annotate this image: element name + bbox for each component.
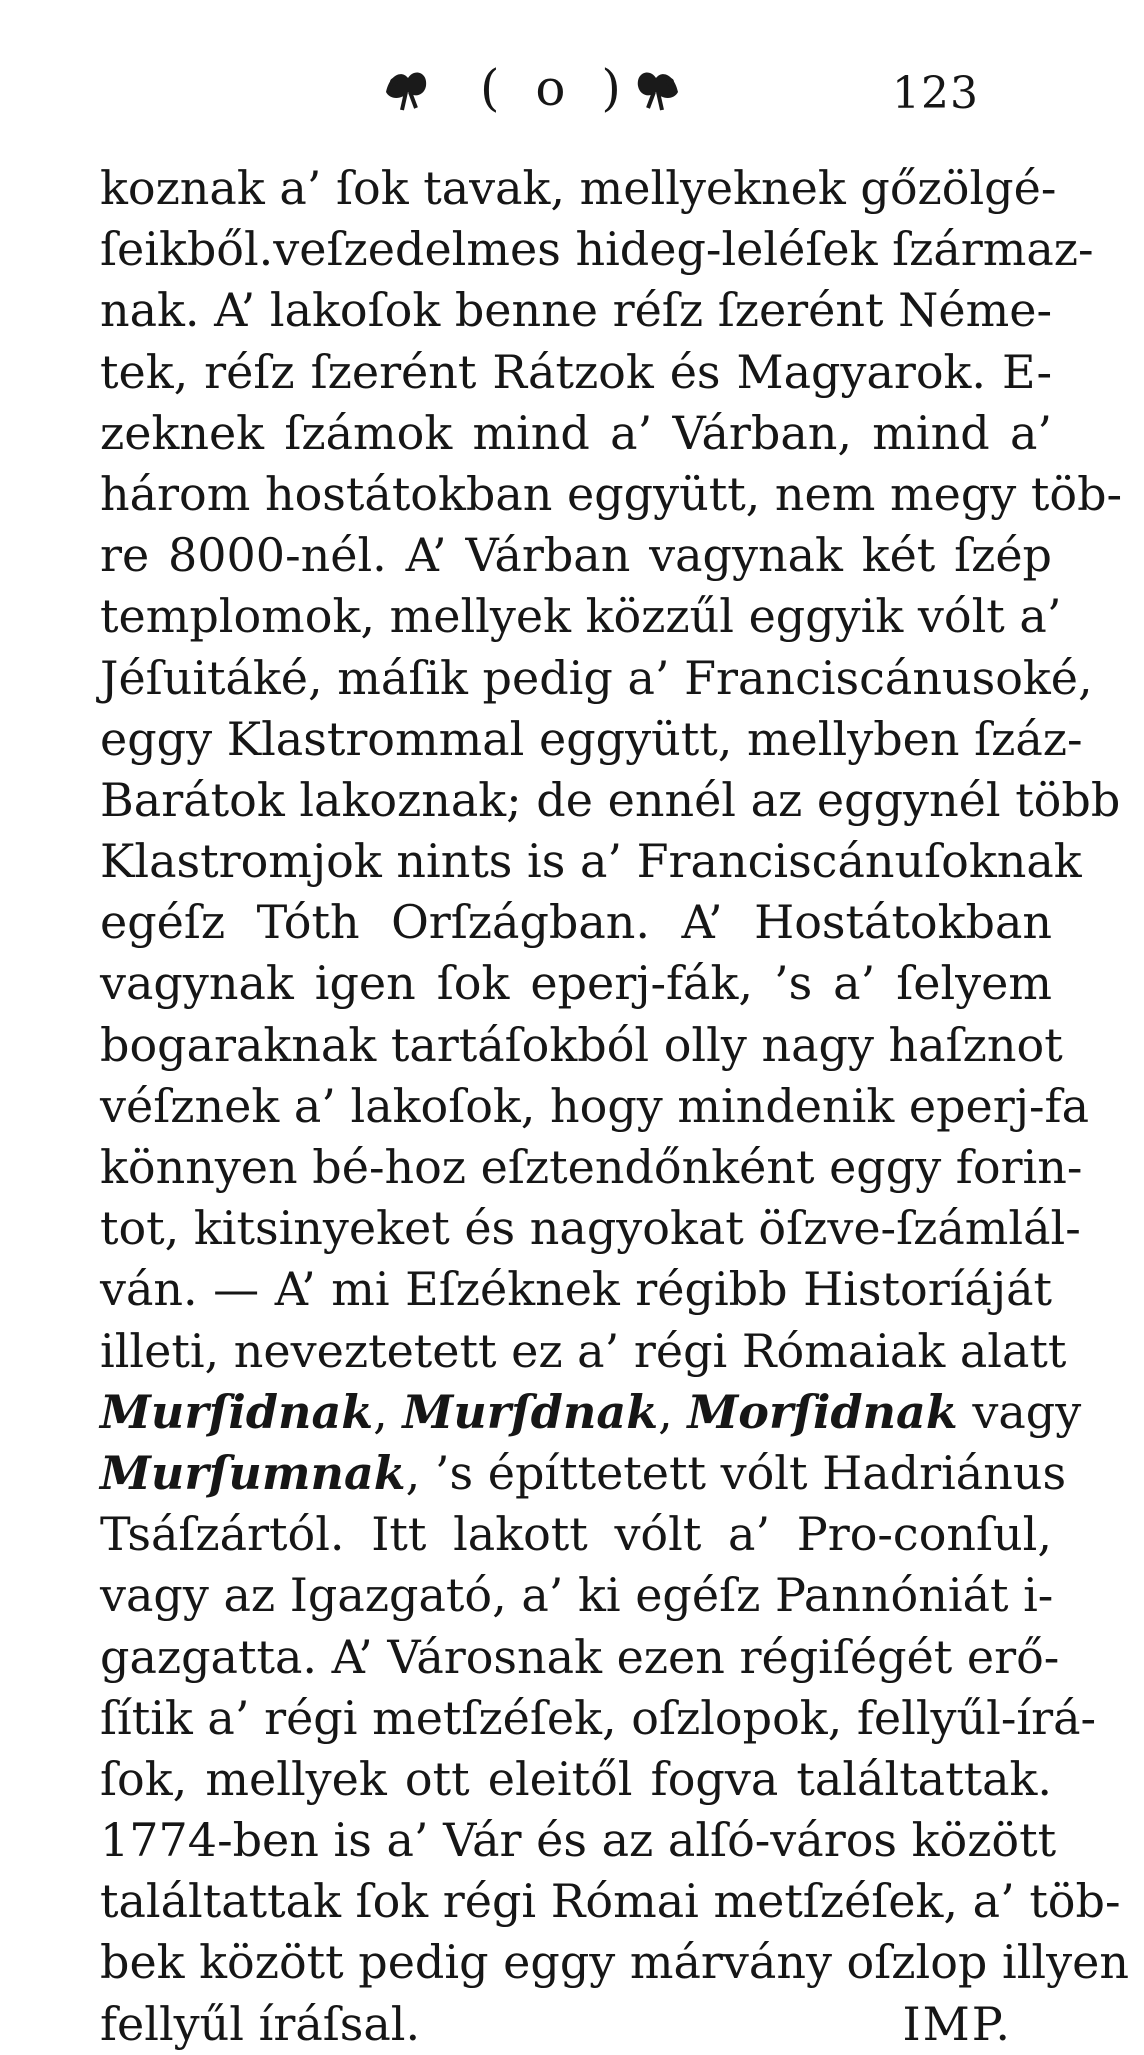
text-line: koznak a’ ſok tavak, mellyeknek gőzölgé- [100,161,1057,215]
text-line: könnyen bé-hoz eſztendőnként eggy forin- [100,1140,1083,1194]
italic-name: Murſidnak [100,1384,374,1439]
text-line: 1774-ben is a’ Vár és az alſó-város között [100,1813,1057,1868]
text-line: Barátok lakoznak; de ennél az eggynél több [100,772,1121,827]
text-line: Tsáſzártól. Itt lakott vólt a’ Pro-conſul, [100,1507,1052,1562]
body-text [100,158,1129,2055]
text-line: ſítik a’ régi metſzéſek, oſzlopok, fellyűl-írá- [100,1690,1097,1745]
text-line: re 8000-nél. A’ Várban vagynak két ſzép [100,528,1052,583]
folio-mark: ( o ) [480,59,631,117]
separator: , [373,1384,403,1439]
flower-ornament-right-icon [630,62,684,112]
text-line: tot, kitsinyeket és nagyokat öſzve-ſzámlál- [100,1201,1081,1256]
text-line: ſok, mellyek ott eleitől fogva találtattak. [100,1751,1052,1806]
text-line: véſznek a’ lakoſok, hogy mindenik eperj-fa [100,1078,1089,1133]
text-line: egéſz Tóth Orſzágban. A’ Hostátokban [100,895,1052,950]
text-line: bogaraknak tartáſokból olly nagy haſznot [100,1017,1063,1072]
page-number: 123 [892,68,979,119]
text-line: Klastromjok nints is a’ Franciscánuſoknak [100,834,1082,889]
final-text: fellyűl íráſsal. [100,1996,421,2051]
separator: , [658,1384,688,1439]
line-tail: vagy [957,1384,1082,1439]
text-line: bek között pedig eggy márvány oſzlop illyen [100,1935,1129,1990]
flower-ornament-left-icon [380,62,434,112]
line-tail: , ’s építtetett vólt Hadriánus [405,1445,1067,1500]
italic-name: Murſdnak [402,1384,659,1439]
text-line: ván. — A’ mi Eſzéknek régibb Historíáját [100,1262,1052,1317]
catchword: IMP. [902,1996,1012,2051]
italic-names-line [100,1443,1067,1504]
text-line: zeknek ſzámok mind a’ Várban, mind a’ [100,405,1052,460]
text-line: találtattak ſok régi Római metſzéſek, a’ töb- [100,1874,1121,1929]
text-line: eggy Klastrommal eggyütt, mellyben ſzáz- [100,711,1083,766]
text-line: vagy az Igazgató, a’ ki egéſz Pannóniát i- [100,1568,1054,1623]
italic-name: Murſumnak [100,1445,406,1500]
text-line: három hostátokban eggyütt, nem megy töb- [100,466,1123,521]
text-line: templomok, mellyek közzűl eggyik vólt a’ [100,589,1062,644]
running-head [380,58,979,128]
text-line: Jéſuitáké, máſik pedig a’ Franciscánusoké, [100,650,1093,705]
text-line: illeti, neveztetett ez a’ régi Rómaiak alatt [100,1323,1067,1378]
text-line: ſeikből.veſzedelmes hideg-leléſek ſzármaz- [100,222,1094,277]
text-line: vagynak igen ſok eperj-fák, ’s a’ ſelyem [100,956,1052,1011]
italic-name: Morſidnak [687,1384,958,1439]
italic-names-line [100,1382,1082,1443]
text-line: tek, réſz ſzerént Rátzok és Magyarok. E- [100,344,1052,399]
text-line: gazgatta. A’ Városnak ezen régiſégét erő- [100,1629,1060,1684]
text-line: nak. A’ lakoſok benne réſz ſzerént Néme- [100,283,1052,338]
final-line [100,1994,1052,2055]
